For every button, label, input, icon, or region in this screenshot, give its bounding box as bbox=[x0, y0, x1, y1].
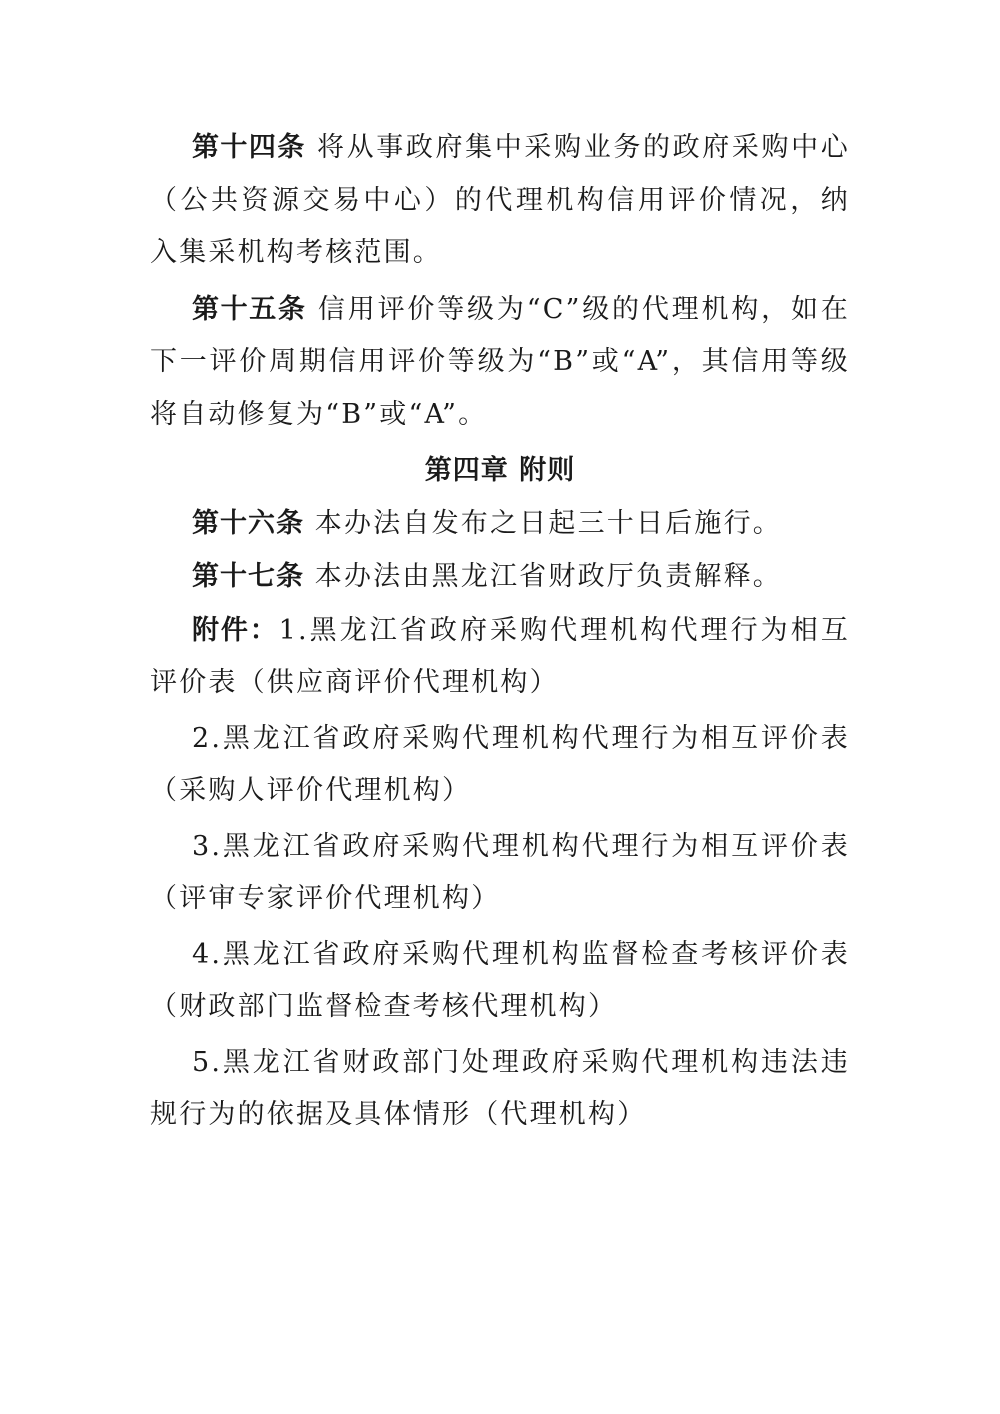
attachment-text-2: 2.黑龙江省政府采购代理机构代理行为相互评价表（采购人评价代理机构） bbox=[150, 722, 850, 806]
article-14-paragraph bbox=[150, 122, 850, 280]
attachment-text-5: 5.黑龙江省财政部门处理政府采购代理机构违法违规行为的依据及具体情形（代理机构） bbox=[150, 1046, 850, 1130]
article-14-label: 第十四条 bbox=[192, 132, 306, 163]
chapter-heading: 第四章 附则 bbox=[424, 455, 576, 486]
attachment-item-5 bbox=[150, 1037, 850, 1142]
attachments-label: 附件： bbox=[192, 614, 279, 646]
document-body bbox=[150, 122, 850, 1142]
article-16-paragraph bbox=[150, 498, 850, 551]
article-17-text: 本办法由黑龙江省财政厅负责解释。 bbox=[304, 561, 782, 592]
article-14-text: 将从事政府集中采购业务的政府采购中心（公共资源交易中心）的代理机构信用评价情况，纳入集采机构考核范围。 bbox=[150, 132, 850, 268]
article-15-text: 信用评价等级为“C”级的代理机构，如在下一评价周期信用评价等级为“B”或“A”，其信用等级将自动修复为“B”或“A”。 bbox=[150, 293, 851, 430]
article-16-label: 第十六条 bbox=[192, 507, 304, 539]
attachment-text-4: 4.黑龙江省政府采购代理机构监督检查考核评价表 （财政部门监督检查考核代理机构） bbox=[150, 938, 850, 1022]
article-17-label: 第十七条 bbox=[192, 561, 304, 592]
attachment-item-2 bbox=[150, 713, 850, 818]
attachment-item-1 bbox=[150, 605, 850, 710]
article-17-paragraph bbox=[150, 551, 850, 604]
attachment-item-4 bbox=[150, 929, 850, 1034]
attachment-text-3: 3.黑龙江省政府采购代理机构代理行为相互评价表（评审专家评价代理机构） bbox=[150, 830, 850, 914]
article-15-label: 第十五条 bbox=[192, 293, 307, 325]
article-15-paragraph bbox=[150, 284, 850, 442]
article-16-text: 本办法自发布之日起三十日后施行。 bbox=[304, 507, 782, 539]
attachment-text-1: 1.黑龙江省政府采购代理机构代理行为相互评价表（供应商评价代理机构） bbox=[150, 614, 850, 698]
attachment-item-3 bbox=[150, 821, 850, 926]
